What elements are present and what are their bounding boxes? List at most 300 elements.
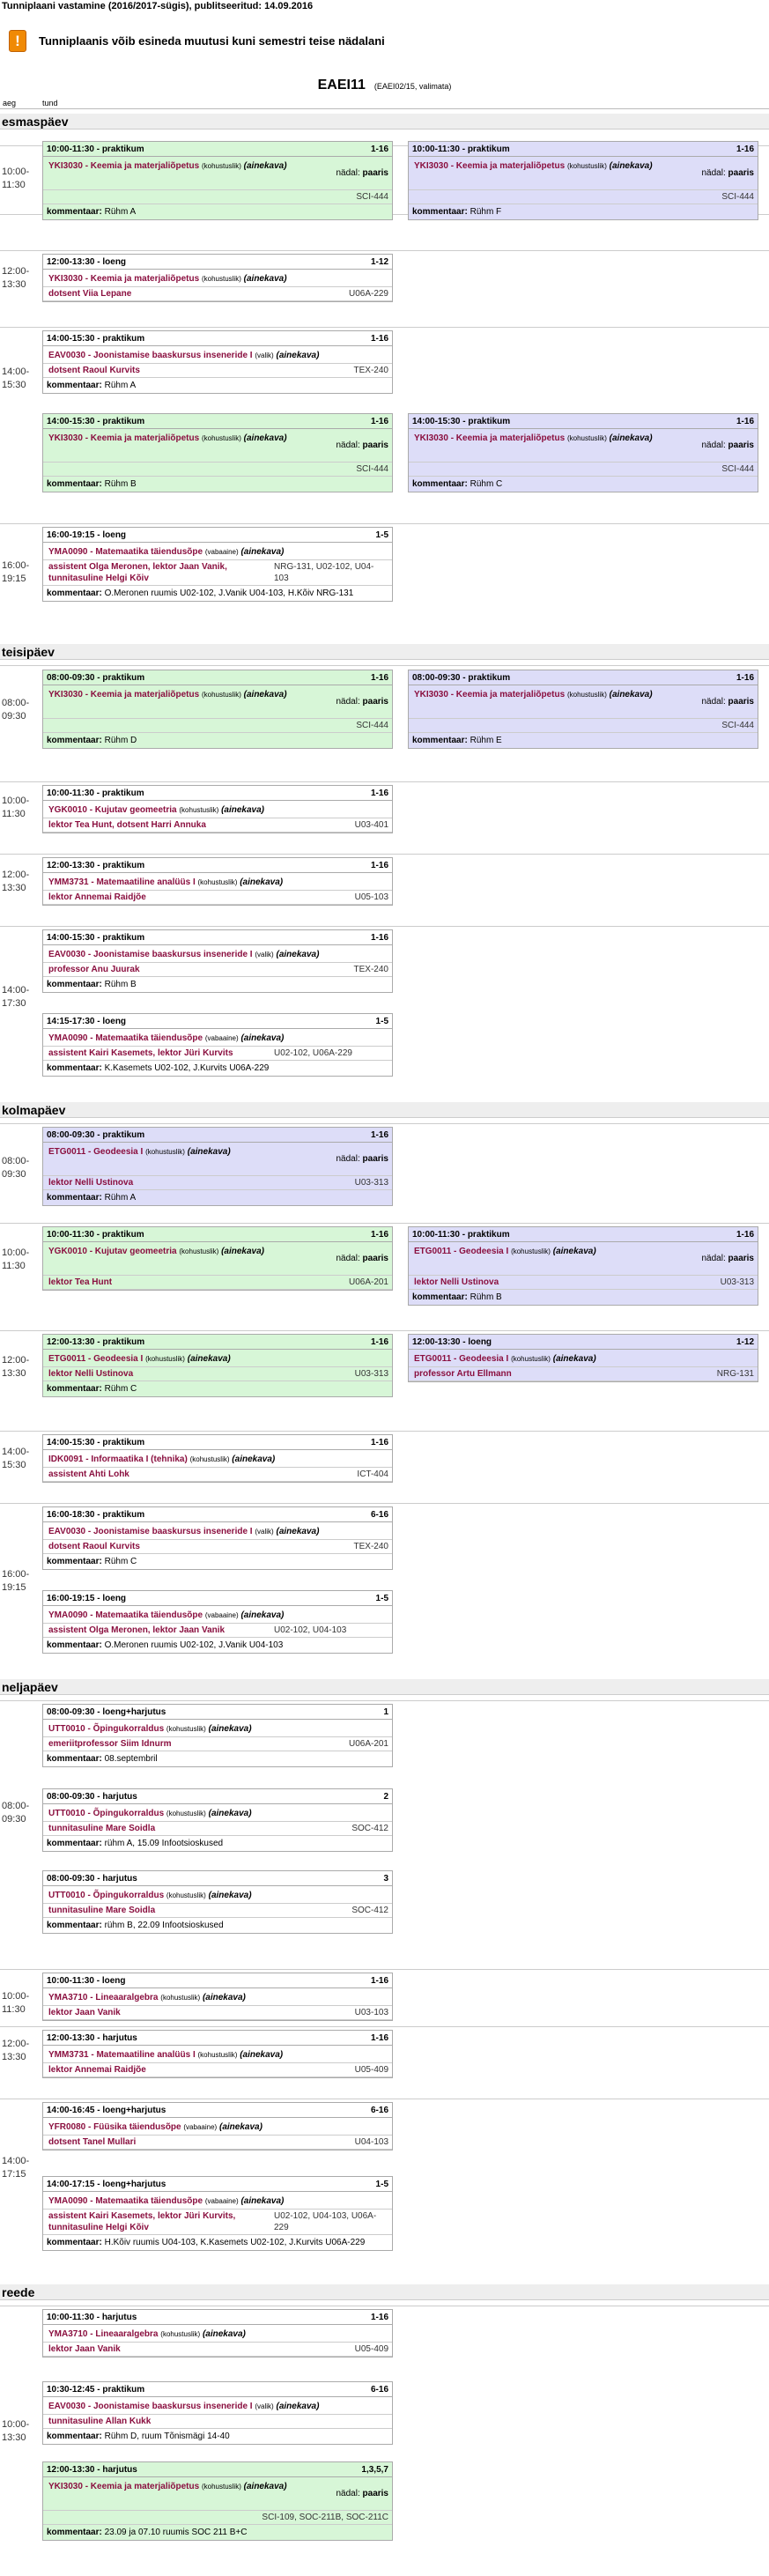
- class-comment: [43, 733, 392, 748]
- parity-label: nädal:: [336, 697, 360, 707]
- course-plan-link[interactable]: (ainekava): [276, 1527, 320, 1536]
- comment-label: kommentaar:: [47, 2238, 102, 2247]
- course-link[interactable]: YKI3030 - Keemia ja materjaliõpetus: [48, 690, 200, 700]
- time-start: 10:00-: [2, 2419, 30, 2430]
- course-requirement: (kohustuslik): [201, 691, 241, 699]
- course-link[interactable]: YMM3731 - Matemaatiline analüüs I: [48, 877, 196, 887]
- class-weeks: 1: [383, 1707, 388, 1717]
- class-weeks: 6-16: [370, 1510, 388, 1520]
- course-title: [48, 273, 388, 285]
- lecturer-room-row: [43, 2063, 392, 2077]
- class-comment: [43, 2429, 392, 2444]
- class-card[interactable]: [42, 1127, 393, 1206]
- course-link[interactable]: EAV0030 - Joonistamise baaskursus inseneride I: [48, 1527, 253, 1536]
- time-end: 13:30: [2, 279, 26, 290]
- room-label: U02-102, U04-103, U06A-229: [274, 2211, 377, 2232]
- lecturer-room-row: [43, 1540, 392, 1554]
- lecturer-name[interactable]: lektor Nelli Ustinova: [48, 1178, 134, 1188]
- room-label: U05-409: [354, 2344, 388, 2354]
- lecturer-room-row: [43, 2006, 392, 2020]
- course-plan-link[interactable]: (ainekava): [240, 2050, 284, 2060]
- room-label: SCI-444: [356, 721, 388, 730]
- class-course: [43, 2118, 392, 2136]
- lecturer-name[interactable]: professor Artu Ellmann: [414, 1369, 512, 1379]
- class-course: [43, 2192, 392, 2210]
- course-link[interactable]: ETG0011 - Geodeesia I: [48, 1147, 144, 1157]
- lecturer-room-row: [43, 2415, 392, 2429]
- course-link[interactable]: YKI3030 - Keemia ja materjaliõpetus: [48, 2482, 200, 2491]
- class-weeks: 1-16: [370, 2313, 388, 2322]
- parity-value: paaris: [728, 168, 754, 178]
- room-label: U06A-229: [348, 289, 388, 299]
- course-link[interactable]: YKI3030 - Keemia ja materjaliõpetus: [414, 161, 566, 171]
- class-comment: [409, 733, 758, 748]
- class-time-type: 12:00-13:30 - harjutus: [47, 2033, 137, 2043]
- class-card[interactable]: [42, 2461, 393, 2541]
- class-card[interactable]: [42, 1434, 393, 1483]
- class-course: [409, 685, 758, 719]
- course-requirement: (vabaaine): [204, 1034, 239, 1042]
- lecturer-name[interactable]: lektor Tea Hunt, dotsent Harri Annuka: [48, 820, 206, 830]
- room-label: SCI-109, SOC-211B, SOC-211C: [262, 2513, 388, 2522]
- course-link[interactable]: YKI3030 - Keemia ja materjaliõpetus: [48, 433, 200, 443]
- time-slot-label: [2, 869, 39, 895]
- course-plan-link[interactable]: (ainekava): [218, 2122, 262, 2132]
- time-start: 12:00-: [2, 266, 30, 277]
- class-time-type: 16:00-18:30 - praktikum: [47, 1510, 145, 1520]
- course-plan-link[interactable]: (ainekava): [240, 877, 284, 887]
- course-requirement: (valik): [255, 951, 274, 959]
- room-label: TEX-240: [353, 366, 388, 375]
- comment-text: Rühm C: [470, 479, 503, 489]
- lecturer-name[interactable]: lektor Nelli Ustinova: [48, 1369, 134, 1379]
- lecturer-room-row: [43, 1276, 392, 1290]
- class-weeks: 1-16: [370, 1130, 388, 1140]
- class-time-type: 14:00-15:30 - praktikum: [47, 1438, 145, 1447]
- parity-value: paaris: [362, 168, 388, 178]
- class-card[interactable]: [42, 330, 393, 394]
- class-card[interactable]: [42, 2030, 393, 2078]
- row-divider: [0, 926, 769, 927]
- room-label: SCI-444: [721, 721, 754, 730]
- class-header: [43, 2310, 392, 2325]
- row-divider: [0, 327, 769, 328]
- time-start: 08:00-: [2, 1801, 30, 1811]
- day-heading: teisipäev: [0, 644, 769, 660]
- course-plan-link[interactable]: (ainekava): [609, 161, 653, 171]
- class-weeks: 1-5: [375, 1017, 388, 1026]
- class-card[interactable]: [408, 670, 758, 749]
- class-card[interactable]: [42, 929, 393, 993]
- day-heading: kolmapäev: [0, 1102, 769, 1118]
- course-requirement: (kohustuslik): [566, 691, 607, 699]
- time-start: 10:00-: [2, 1247, 30, 1258]
- lecturer-name[interactable]: dotsent Raoul Kurvits: [48, 366, 140, 375]
- comment-label: kommentaar:: [47, 381, 102, 390]
- class-weeks: 1-16: [370, 2033, 388, 2043]
- lecturer-room-row: [43, 1468, 392, 1482]
- class-course: [43, 2397, 392, 2415]
- class-weeks: 3: [383, 1874, 388, 1884]
- comment-text: Rühm D, ruum Tõnismägi 14-40: [104, 2432, 230, 2441]
- class-weeks: 1-16: [370, 1976, 388, 1986]
- class-card[interactable]: [42, 1704, 393, 1767]
- class-card[interactable]: [42, 413, 393, 492]
- row-divider: [0, 523, 769, 524]
- course-link[interactable]: YKI3030 - Keemia ja materjaliõpetus: [414, 690, 566, 700]
- comment-text: rühm B, 22.09 Infootsioskused: [104, 1921, 224, 1930]
- class-time-type: 14:15-17:30 - loeng: [47, 1017, 127, 1026]
- course-requirement: (kohustuslik): [197, 878, 238, 886]
- course-plan-link[interactable]: (ainekava): [552, 1247, 596, 1256]
- col-class-label: tund: [42, 99, 58, 107]
- class-course: [43, 1350, 392, 1367]
- course-link[interactable]: EAV0030 - Joonistamise baaskursus inseneride I: [48, 2402, 253, 2411]
- class-header: [43, 1128, 392, 1143]
- class-course: [43, 801, 392, 818]
- course-plan-link[interactable]: (ainekava): [208, 1809, 252, 1818]
- class-course: [43, 1143, 392, 1176]
- class-card[interactable]: [42, 1590, 393, 1654]
- day-heading: neljapäev: [0, 1679, 769, 1695]
- lecturer-name[interactable]: tunnitasuline Mare Soidla: [48, 1824, 156, 1833]
- room-label: U02-102, U04-103: [274, 1625, 347, 1635]
- course-requirement: (kohustuslik): [160, 2330, 201, 2338]
- class-card[interactable]: [408, 1226, 758, 1306]
- class-course: [409, 429, 758, 463]
- time-slot-label: [2, 1568, 39, 1595]
- lecturer-room-row: [43, 287, 392, 301]
- parity-label: nädal:: [336, 168, 360, 178]
- lecturer-name[interactable]: lektor Jaan Vanik: [48, 2008, 121, 2017]
- class-course: [43, 543, 392, 560]
- course-plan-link[interactable]: (ainekava): [221, 1247, 264, 1256]
- time-start: 12:00-: [2, 1355, 30, 1366]
- course-plan-link[interactable]: (ainekava): [276, 950, 320, 959]
- lecturer-name[interactable]: lektor Nelli Ustinova: [414, 1277, 499, 1287]
- comment-label: kommentaar:: [47, 1754, 102, 1764]
- course-plan-link[interactable]: (ainekava): [276, 351, 320, 360]
- course-title: [48, 2121, 388, 2134]
- course-link[interactable]: YKI3030 - Keemia ja materjaliõpetus: [48, 274, 200, 284]
- comment-text: Rühm E: [470, 736, 502, 745]
- course-link[interactable]: YGK0010 - Kujutav geomeetria: [48, 1247, 177, 1256]
- comment-text: O.Meronen ruumis U02-102, J.Vanik U04-103: [104, 1640, 284, 1650]
- class-time-type: 10:00-11:30 - loeng: [47, 1976, 126, 1986]
- comment-label: kommentaar:: [47, 1193, 102, 1203]
- course-link[interactable]: YMA3710 - Lineaaralgebra: [48, 1993, 159, 2002]
- class-card[interactable]: [408, 141, 758, 220]
- week-parity: [702, 168, 755, 178]
- lecturer-name[interactable]: assistent Olga Meronen, lektor Jaan Vanik: [48, 1625, 226, 1635]
- course-plan-link[interactable]: (ainekava): [243, 2482, 287, 2491]
- class-card[interactable]: [42, 1973, 393, 2021]
- course-plan-link[interactable]: (ainekava): [202, 1993, 246, 2002]
- parity-label: nädal:: [336, 1154, 360, 1164]
- class-card[interactable]: [42, 527, 393, 602]
- course-plan-link[interactable]: (ainekava): [243, 690, 287, 700]
- class-weeks: 1,3,5,7: [361, 2465, 388, 2475]
- class-card[interactable]: [42, 2102, 393, 2150]
- class-card[interactable]: [42, 857, 393, 906]
- class-card[interactable]: [42, 2309, 393, 2358]
- class-comment: [43, 1381, 392, 1396]
- course-requirement: (kohustuslik): [201, 162, 241, 170]
- comment-label: kommentaar:: [47, 2528, 102, 2537]
- class-course: [43, 1886, 392, 1904]
- time-slot-label: [2, 265, 39, 292]
- course-requirement: (kohustuslik): [201, 2483, 241, 2491]
- course-link[interactable]: IDK0091 - Informaatika I (tehnika): [48, 1455, 188, 1464]
- class-weeks: 1-12: [736, 1337, 754, 1347]
- class-weeks: 1-16: [736, 1230, 754, 1240]
- class-time-type: 08:00-09:30 - praktikum: [47, 1130, 145, 1140]
- course-plan-link[interactable]: (ainekava): [609, 433, 653, 443]
- course-plan-link[interactable]: (ainekava): [609, 690, 653, 700]
- row-divider: [0, 1700, 769, 1701]
- class-time-type: 08:00-09:30 - praktikum: [47, 673, 145, 683]
- room-label: ICT-404: [357, 1469, 388, 1479]
- course-link[interactable]: YKI3030 - Keemia ja materjaliõpetus: [48, 161, 200, 171]
- course-link[interactable]: YMM3731 - Matemaatiline analüüs I: [48, 2050, 196, 2060]
- class-card[interactable]: [42, 1226, 393, 1291]
- lecturer-room-row: [43, 364, 392, 378]
- course-plan-link[interactable]: (ainekava): [187, 1147, 231, 1157]
- room-label: SOC-412: [351, 1906, 388, 1915]
- class-card[interactable]: [42, 670, 393, 749]
- class-weeks: 2: [383, 1792, 388, 1802]
- lecturer-name[interactable]: lektor Annemai Raidjõe: [48, 2065, 146, 2075]
- room-label: TEX-240: [353, 1542, 388, 1551]
- lecturer-name[interactable]: dotsent Viia Lepane: [48, 289, 132, 299]
- course-link[interactable]: UTT0010 - Õpingukorraldus: [48, 1724, 165, 1734]
- course-plan-link[interactable]: (ainekava): [232, 1455, 276, 1464]
- course-link[interactable]: YMA0090 - Matemaatika täiendusõpe: [48, 1033, 203, 1043]
- time-end: 17:15: [2, 2169, 26, 2180]
- course-plan-link[interactable]: (ainekava): [187, 1354, 231, 1364]
- time-start: 12:00-: [2, 2039, 30, 2049]
- class-comment: [409, 477, 758, 492]
- comment-text: 08.septembril: [104, 1754, 158, 1764]
- class-course: [409, 1350, 758, 1367]
- class-time-type: 12:00-13:30 - praktikum: [47, 1337, 145, 1347]
- class-card[interactable]: [408, 1334, 758, 1382]
- lecturer-room-row: [43, 1176, 392, 1190]
- class-card[interactable]: [42, 1788, 393, 1852]
- class-course: [43, 2046, 392, 2063]
- comment-label: kommentaar:: [47, 207, 102, 217]
- time-start: 10:00-: [2, 167, 30, 177]
- class-weeks: 1-16: [370, 1337, 388, 1347]
- time-start: 14:00-: [2, 366, 30, 377]
- day-heading: esmaspäev: [0, 114, 769, 130]
- class-card[interactable]: [42, 2176, 393, 2251]
- row-divider: [0, 1431, 769, 1432]
- lecturer-room-row: [43, 963, 392, 977]
- course-plan-link[interactable]: (ainekava): [208, 1891, 252, 1900]
- time-slot-label: [2, 366, 39, 392]
- class-time-type: 10:30-12:45 - praktikum: [47, 2385, 145, 2395]
- course-link[interactable]: YMA0090 - Matemaatika täiendusõpe: [48, 1610, 203, 1620]
- course-plan-link[interactable]: (ainekava): [243, 274, 287, 284]
- course-plan-link[interactable]: (ainekava): [240, 547, 285, 557]
- class-course: [43, 1450, 392, 1468]
- course-plan-link[interactable]: (ainekava): [221, 805, 264, 815]
- course-title: [48, 804, 388, 817]
- room-label: U06A-201: [348, 1277, 388, 1287]
- class-header: [43, 1789, 392, 1804]
- room-label: U02-102, U06A-229: [274, 1048, 352, 1058]
- time-start: 16:00-: [2, 1569, 30, 1580]
- course-title: [48, 350, 388, 362]
- course-plan-link[interactable]: (ainekava): [240, 1610, 285, 1620]
- course-plan-link[interactable]: (ainekava): [240, 2196, 285, 2206]
- course-link[interactable]: UTT0010 - Õpingukorraldus: [48, 1891, 165, 1900]
- row-divider: [0, 665, 769, 666]
- lecturer-room-row: [409, 1276, 758, 1290]
- class-time-type: 10:00-11:30 - praktikum: [412, 144, 510, 154]
- class-card[interactable]: [42, 141, 393, 220]
- lecturer-room-row: [43, 1822, 392, 1836]
- course-link[interactable]: YFR0080 - Füüsika täiendusõpe: [48, 2122, 181, 2132]
- lecturer-name[interactable]: assistent Kairi Kasemets, lektor Jüri Kurvits, tunnitasuline Helgi Kõiv: [48, 2211, 236, 2232]
- time-end: 13:30: [2, 1368, 26, 1379]
- class-comment: [43, 1638, 392, 1653]
- course-link[interactable]: YMA0090 - Matemaatika täiendusõpe: [48, 547, 203, 557]
- parity-label: nädal:: [701, 440, 726, 450]
- class-card[interactable]: [42, 254, 393, 302]
- lecturer-name[interactable]: lektor Jaan Vanik: [48, 2344, 121, 2354]
- course-link[interactable]: YMA3710 - Lineaaralgebra: [48, 2329, 159, 2339]
- course-link[interactable]: ETG0011 - Geodeesia I: [414, 1354, 509, 1364]
- lecturer-name[interactable]: dotsent Raoul Kurvits: [48, 1542, 140, 1551]
- course-link[interactable]: YGK0010 - Kujutav geomeetria: [48, 805, 177, 815]
- lecturer-room-row: [43, 719, 392, 733]
- week-parity: [702, 697, 755, 707]
- class-card[interactable]: [42, 1334, 393, 1397]
- class-course: [43, 346, 392, 364]
- time-slot-label: [2, 2038, 39, 2064]
- class-course: [43, 1522, 392, 1540]
- lecturer-name[interactable]: professor Anu Juurak: [48, 965, 140, 974]
- lecturer-name[interactable]: lektor Tea Hunt: [48, 1277, 113, 1287]
- class-time-type: 08:00-09:30 - harjutus: [47, 1792, 137, 1802]
- published-info: Tunniplaani vastamine (2016/2017-sügis), publitseeritud: 14.09.2016: [2, 1, 314, 11]
- class-comment: [43, 1836, 392, 1851]
- lecturer-name[interactable]: dotsent Tanel Mullari: [48, 2137, 137, 2147]
- course-plan-link[interactable]: (ainekava): [208, 1724, 252, 1734]
- lecturer-name[interactable]: assistent Olga Meronen, lektor Jaan Vanik, tunnitasuline Helgi Kõiv: [48, 562, 227, 583]
- class-course: [43, 2325, 392, 2343]
- course-title: [48, 2195, 388, 2208]
- class-header: [43, 528, 392, 543]
- lecturer-name[interactable]: assistent Ahti Lohk: [48, 1469, 129, 1479]
- class-header: [43, 2177, 392, 2192]
- class-time-type: 12:00-13:30 - praktikum: [47, 861, 145, 870]
- comment-text: Rühm B: [104, 479, 137, 489]
- class-weeks: 1-16: [736, 673, 754, 683]
- course-link[interactable]: EAV0030 - Joonistamise baaskursus inseneride I: [48, 351, 253, 360]
- course-requirement: (kohustuslik): [145, 1148, 185, 1156]
- course-plan-link[interactable]: (ainekava): [243, 433, 287, 443]
- course-link[interactable]: YKI3030 - Keemia ja materjaliõpetus: [414, 433, 566, 443]
- course-requirement: (kohustuslik): [197, 2051, 238, 2059]
- course-title: [48, 1526, 388, 1538]
- comment-label: kommentaar:: [47, 1384, 102, 1394]
- class-header: [43, 1973, 392, 1988]
- time-slot-label: [2, 1155, 39, 1181]
- course-plan-link[interactable]: (ainekava): [202, 2329, 246, 2339]
- class-time-type: 16:00-19:15 - loeng: [47, 530, 127, 540]
- class-course: [43, 1242, 392, 1276]
- row-divider: [0, 1223, 769, 1224]
- class-card[interactable]: [42, 1506, 393, 1570]
- row-divider: [0, 1330, 769, 1331]
- week-parity: [702, 440, 755, 450]
- class-card[interactable]: [42, 2381, 393, 2445]
- time-end: 17:30: [2, 998, 26, 1009]
- time-slot-label: [2, 1990, 39, 2017]
- lecturer-room-row: [409, 190, 758, 204]
- class-course: [43, 685, 392, 719]
- course-link[interactable]: UTT0010 - Õpingukorraldus: [48, 1809, 165, 1818]
- course-title: [414, 1353, 754, 1366]
- lecturer-name[interactable]: tunnitasuline Allan Kukk: [48, 2417, 152, 2426]
- lecturer-name[interactable]: assistent Kairi Kasemets, lektor Jüri Kurvits: [48, 1048, 233, 1058]
- time-end: 11:30: [2, 1261, 26, 1271]
- class-header: [43, 414, 392, 429]
- class-time-type: 14:00-16:45 - loeng+harjutus: [47, 2106, 166, 2115]
- room-label: U06A-201: [348, 1739, 388, 1749]
- class-card[interactable]: [42, 1013, 393, 1077]
- course-plan-link[interactable]: (ainekava): [243, 161, 287, 171]
- course-link[interactable]: ETG0011 - Geodeesia I: [48, 1354, 144, 1364]
- course-plan-link[interactable]: (ainekava): [240, 1033, 285, 1043]
- course-link[interactable]: EAV0030 - Joonistamise baaskursus inseneride I: [48, 950, 253, 959]
- course-requirement: (kohustuslik): [511, 1355, 551, 1363]
- class-card[interactable]: [42, 785, 393, 833]
- lecturer-name[interactable]: lektor Annemai Raidjõe: [48, 892, 146, 902]
- comment-text: Rühm D: [104, 736, 137, 745]
- course-requirement: (valik): [255, 1528, 274, 1536]
- course-link[interactable]: YMA0090 - Matemaatika täiendusõpe: [48, 2196, 203, 2206]
- class-weeks: 1-5: [375, 1594, 388, 1603]
- room-label: SCI-444: [721, 464, 754, 474]
- time-end: 09:30: [2, 711, 26, 722]
- course-plan-link[interactable]: (ainekava): [552, 1354, 596, 1364]
- class-comment: [43, 1554, 392, 1569]
- course-link[interactable]: ETG0011 - Geodeesia I: [414, 1247, 509, 1256]
- comment-label: kommentaar:: [47, 736, 102, 745]
- lecturer-name[interactable]: tunnitasuline Mare Soidla: [48, 1906, 156, 1915]
- lecturer-name[interactable]: emeriitprofessor Siim Idnurm: [48, 1739, 172, 1749]
- week-parity: [336, 2489, 389, 2498]
- class-course: [43, 945, 392, 963]
- class-card[interactable]: [408, 413, 758, 492]
- course-plan-link[interactable]: (ainekava): [276, 2402, 320, 2411]
- room-label: SCI-444: [356, 464, 388, 474]
- time-end: 11:30: [2, 180, 26, 190]
- lecturer-room-row: [43, 2511, 392, 2525]
- class-card[interactable]: [42, 1870, 393, 1934]
- class-header: [43, 930, 392, 945]
- lecturer-room-row: [43, 891, 392, 905]
- room-label: U03-401: [354, 820, 388, 830]
- class-header: [43, 1335, 392, 1350]
- time-end: 19:15: [2, 1582, 26, 1593]
- course-title: [48, 949, 388, 961]
- class-comment: [409, 204, 758, 219]
